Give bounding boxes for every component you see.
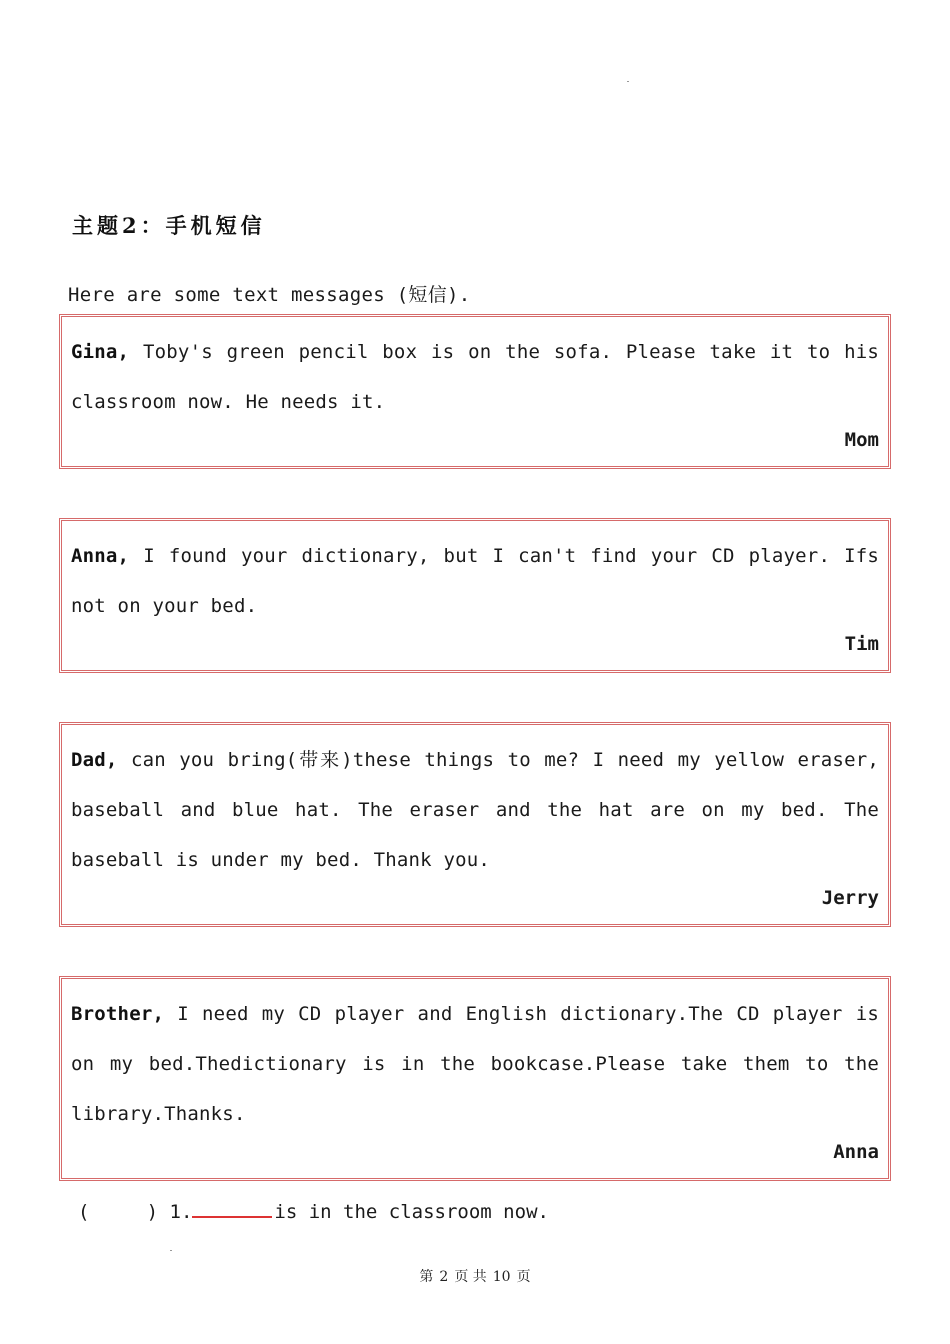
footer-total-pages: 10 <box>492 1269 511 1285</box>
message-recipient: Gina, <box>71 341 130 363</box>
intro-text: Here are some text messages (短信). <box>68 284 471 306</box>
message-body: Toby's green pencil box is on the sofa. Please take it to his classroom now. He needs it. <box>71 341 879 413</box>
footer-mid: 页 共 <box>454 1269 487 1285</box>
message-box <box>59 976 891 1181</box>
question-number: 1. <box>158 1201 193 1223</box>
message-sender: Tim <box>844 633 879 655</box>
question-1 <box>78 1196 549 1223</box>
answer-blank[interactable] <box>192 1196 272 1218</box>
question-text: is in the classroom now. <box>274 1201 549 1223</box>
message-sender: Mom <box>844 429 879 451</box>
page-footer <box>0 1266 950 1286</box>
message-box <box>59 722 891 927</box>
message-box <box>59 314 891 469</box>
message-body: I found your dictionary, but I can't find your CD player. Ifs not on your bed. <box>71 545 879 617</box>
message-recipient: Brother, <box>71 1003 165 1025</box>
message-text <box>71 989 879 1139</box>
footer-suffix: 页 <box>516 1269 531 1285</box>
message-body: can you bring(带来)these things to me? I need my yellow eraser, baseball and blue hat. The eraser and the hat are on my bed. The baseball is under my bed. Thank you. <box>71 749 879 871</box>
footer-page-number: 2 <box>439 1269 449 1285</box>
message-sender: Jerry <box>821 887 879 909</box>
message-text <box>71 735 879 885</box>
message-text <box>71 327 879 427</box>
message-recipient: Anna, <box>71 545 130 567</box>
message-sender: Anna <box>833 1141 879 1163</box>
topic-title: 主题2：手机短信 <box>72 213 266 238</box>
message-box <box>59 518 891 673</box>
scan-dot <box>170 1250 172 1251</box>
scan-dot <box>627 81 629 82</box>
answer-paren[interactable]: ( ) <box>78 1201 159 1223</box>
message-recipient: Dad, <box>71 749 118 771</box>
message-text <box>71 531 879 631</box>
message-body: I need my CD player and English dictionary.The CD player is on my bed.Thedictionary is in the bookcase.Please take them to the library.Thanks. <box>71 1003 879 1125</box>
footer-prefix: 第 <box>419 1269 434 1285</box>
